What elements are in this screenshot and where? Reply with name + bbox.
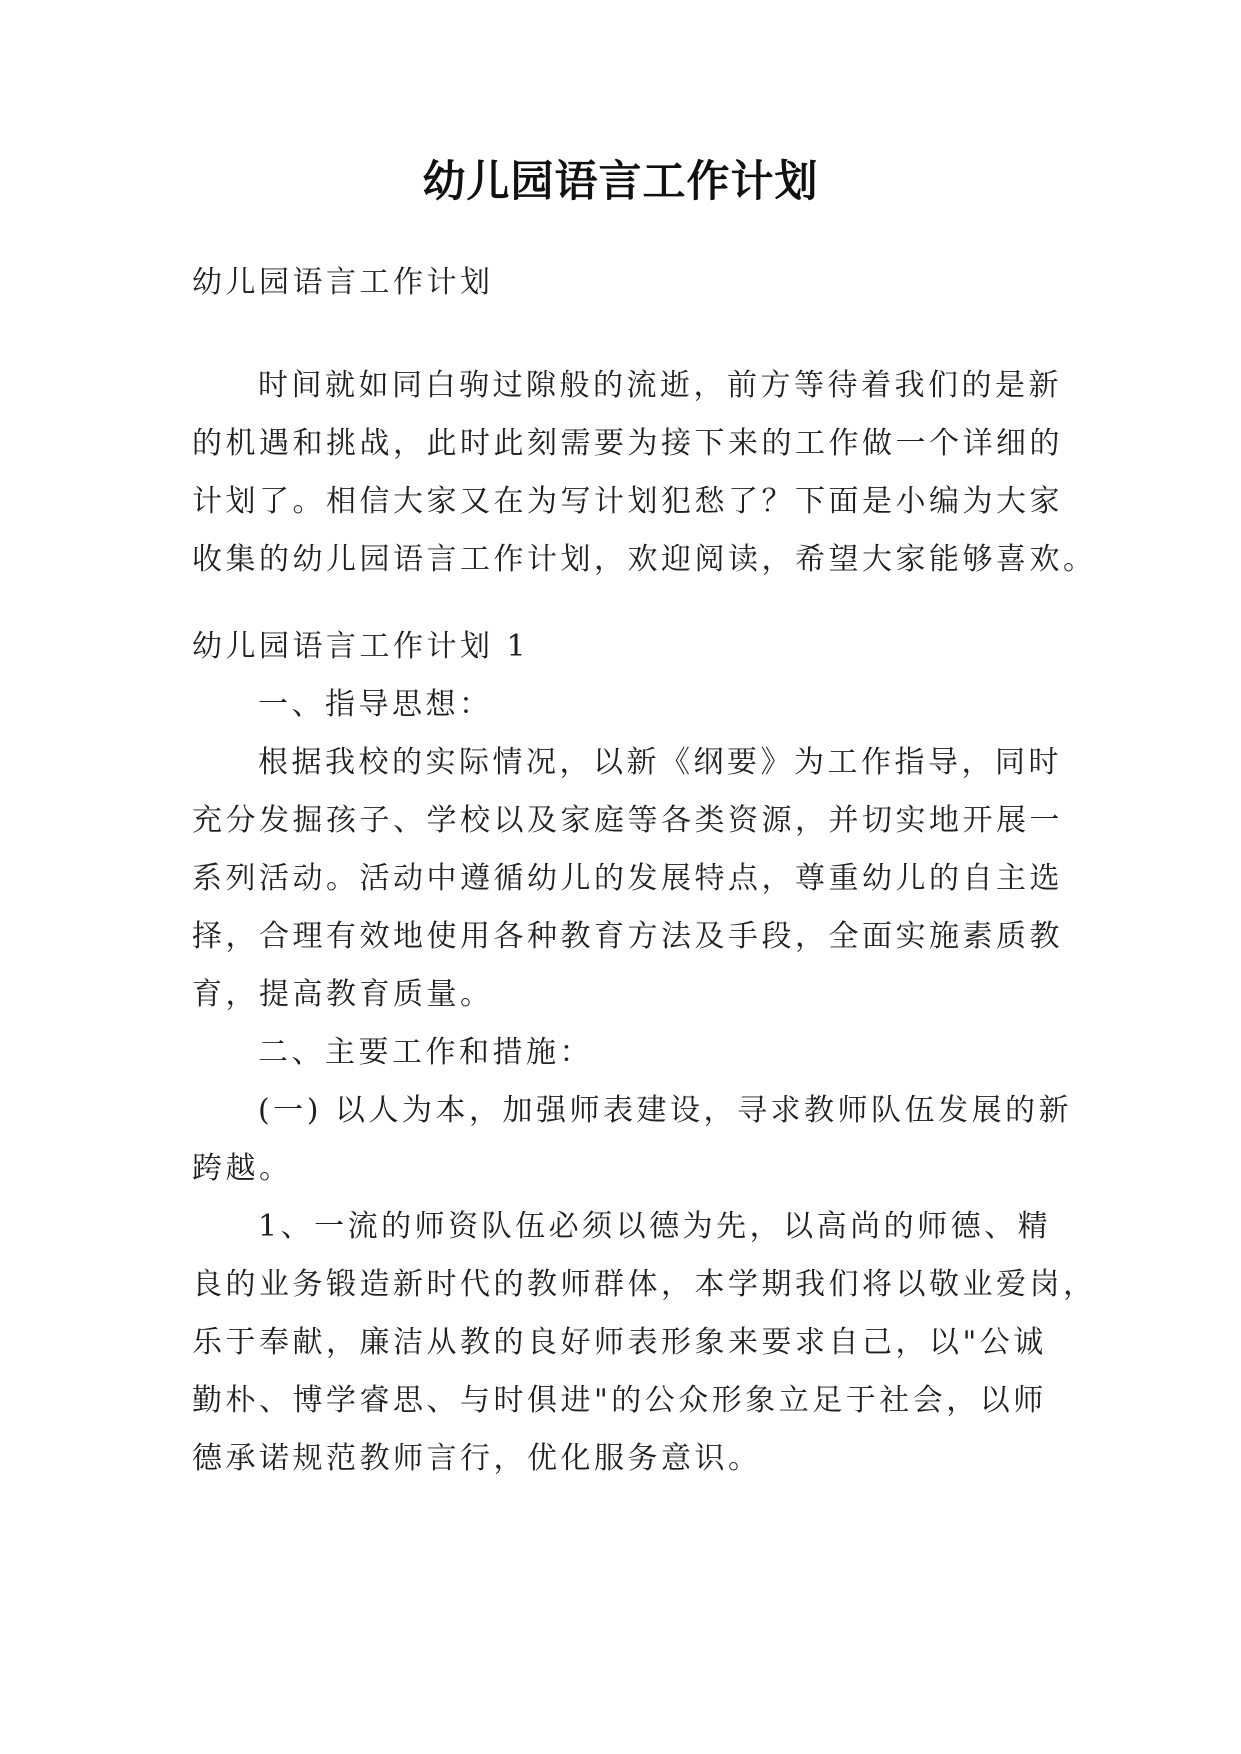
item-line: 勤朴、博学睿思、与时俱进"的公众形象立足于社会，以师 xyxy=(192,1383,1047,1418)
intro-line: 的机遇和挑战，此时此刻需要为接下来的工作做一个详细的 xyxy=(192,426,1063,461)
intro-line: 计划了。相信大家又在为写计划犯愁了？下面是小编为大家 xyxy=(192,484,1063,519)
section-title: 幼儿园语言工作计划 1 xyxy=(192,629,530,664)
heading-main-work: 二、主要工作和措施： xyxy=(258,1035,593,1070)
guide-line: 育，提高教育质量。 xyxy=(192,977,494,1012)
item-line: 1、一流的师资队伍必须以德为先，以高尚的师德、精 xyxy=(258,1209,1052,1244)
heading-guiding-thought: 一、指导思想： xyxy=(258,687,493,722)
intro-line: 收集的幼儿园语言工作计划，欢迎阅读，希望大家能够喜欢。 xyxy=(192,542,1097,577)
subtitle-line: 幼儿园语言工作计划 xyxy=(192,265,494,300)
item-line: 德承诺规范教师言行，优化服务意识。 xyxy=(192,1441,762,1476)
item-line: 良的业务锻造新时代的教师群体，本学期我们将以敬业爱岗， xyxy=(192,1267,1097,1302)
guide-line: 择，合理有效地使用各种教育方法及手段，全面实施素质教 xyxy=(192,919,1063,954)
guide-line: 系列活动。活动中遵循幼儿的发展特点，尊重幼儿的自主选 xyxy=(192,861,1063,896)
guide-line: 根据我校的实际情况，以新《纲要》为工作指导，同时 xyxy=(258,745,1062,780)
document-subtitle xyxy=(192,254,1052,312)
guide-line: 充分发掘孩子、学校以及家庭等各类资源，并切实地开展一 xyxy=(192,803,1063,838)
item-line: 乐于奉献，廉洁从教的良好师表形象来要求自己，以"公诚 xyxy=(192,1325,1047,1360)
plan-section xyxy=(192,618,1097,1488)
document-title: 幼儿园语言工作计划 xyxy=(422,157,819,207)
intro-line: 时间就如同白驹过隙般的流逝，前方等待着我们的是新 xyxy=(258,368,1062,403)
measure-line: (一) 以人为本，加强师表建设，寻求教师队伍发展的新 xyxy=(258,1093,1072,1128)
measure-line: 跨越。 xyxy=(192,1151,293,1186)
intro-paragraph xyxy=(192,357,1097,589)
